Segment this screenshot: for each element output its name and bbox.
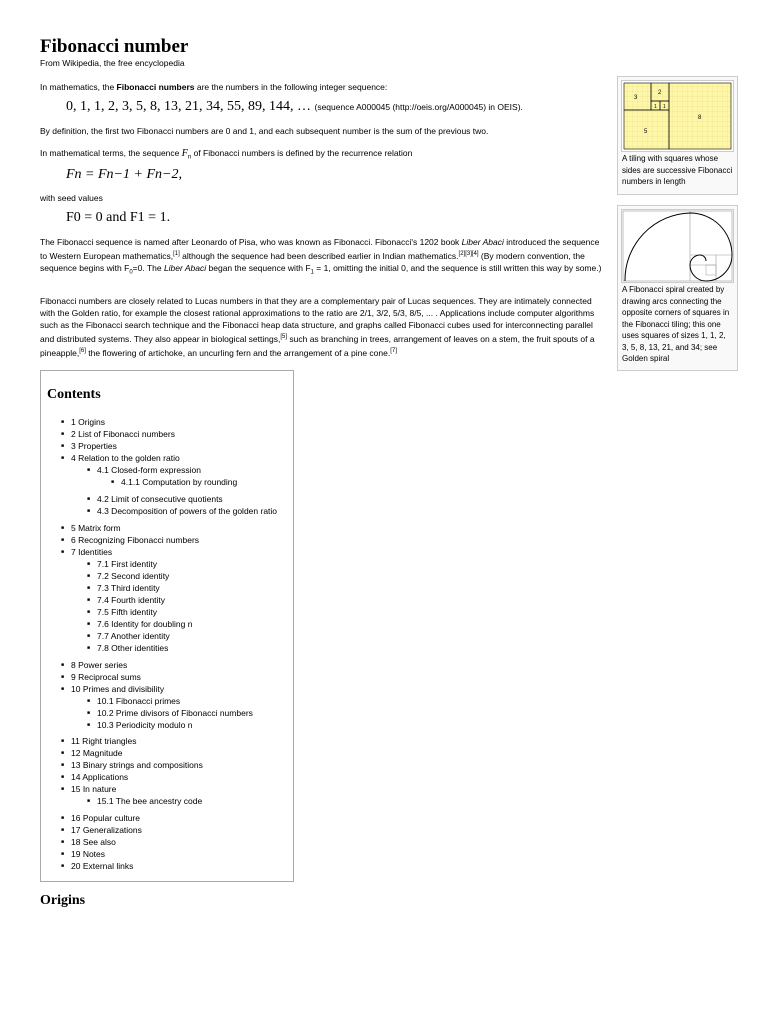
figure-spiral (617, 205, 738, 371)
p1-g: = 1, omitting the initial 0, and the sequence is still written this way by some.) (313, 262, 602, 273)
toc-item[interactable]: ■ 7.3 Third identity (97, 583, 160, 593)
figure-tiling (617, 76, 738, 195)
tiling-svg (622, 81, 733, 151)
toc-item[interactable]: ■ 12 Magnitude (71, 748, 123, 758)
toc-item[interactable]: ■ 7.4 Fourth identity (97, 595, 165, 605)
intro-post: are the numbers in the following integer sequence: (194, 82, 388, 92)
toc-item[interactable]: ■ 14 Applications (71, 772, 128, 782)
p2-c: the flowering of artichoke, an uncurling fern and the arrangement of a pine cone. (85, 347, 391, 358)
recurrence-intro (40, 147, 605, 164)
toc-item[interactable]: ■ 4.2 Limit of consecutive quotients (97, 494, 223, 504)
toc-item[interactable]: ■ 4.3 Decomposition of powers of the golden ratio (97, 506, 277, 516)
p1-b: introduced the sequence to Western European mathematics, (40, 237, 600, 261)
toc-item[interactable]: ■ 3 Properties (71, 441, 117, 451)
page-title: Fibonacci number (40, 36, 189, 57)
p2-a: Fibonacci numbers are closely related to Lucas numbers in that they are a complementary pair of Lucas sequences. They are intimately connected with the Golden ratio, for example the closest rational approximations to the ratio are 2/1, 3/2, 5/3, 8/5, ... . Applications include computer algorithms such as the Fibonacci search technique and the Fibonacci heap data structure, and graphs called Fibonacci cubes used for interconnecting parallel and distributed systems. They also appear in biological settings, (40, 296, 595, 344)
tile-label-2: 2 (658, 90, 662, 96)
toc-item[interactable]: ■ 16 Popular culture (71, 813, 140, 823)
tile-label-5: 5 (644, 129, 648, 135)
table-of-contents (40, 370, 294, 882)
p2-ref6[interactable]: [6] (79, 347, 86, 354)
recurrence-intro-post: of Fibonacci numbers is defined by the recurrence relation (191, 148, 413, 158)
toc-item[interactable]: ■ 7.2 Second identity (97, 571, 169, 581)
toc-item[interactable]: ■ 5 Matrix form (71, 523, 121, 533)
toc-item[interactable]: ■ 18 See also (71, 837, 116, 847)
toc-item[interactable]: ■ 7.6 Identity for doubling n (97, 619, 192, 629)
figure-spiral-caption: A Fibonacci spiral created by drawing arcs connecting the opposite corners of squares in the Fibonacci tiling; this one uses squares of sizes 1, 1, 2, 3, 5, 8, 13, 21, and 34; see Golden spiral (622, 285, 730, 363)
tiling-image[interactable] (621, 80, 734, 152)
toc-item[interactable]: ■ 10 Primes and divisibility (71, 684, 164, 694)
p1-e: =0. The (132, 262, 164, 273)
recurrence-var: F (181, 148, 188, 159)
toc-item[interactable]: ■ 17 Generalizations (71, 825, 142, 835)
history-paragraph (40, 236, 605, 279)
section-heading-origins: Origins (40, 893, 86, 908)
p1-liber2: Liber Abaci (163, 262, 207, 273)
tile-label-8: 8 (698, 115, 702, 121)
toc-item[interactable]: ■ 7.1 First identity (97, 559, 157, 569)
p1-ref1[interactable]: [1] (173, 251, 180, 257)
p1-f-sub: 1 (310, 269, 314, 276)
relations-paragraph (40, 295, 605, 359)
recurrence-formula: Fn = Fn−1 + Fn−2, (66, 167, 182, 182)
toc-item[interactable]: ■ 2 List of Fibonacci numbers (71, 429, 175, 439)
toc-item[interactable]: ■ 4.1.1 Computation by rounding (121, 477, 237, 487)
toc-item[interactable]: ■ 7.8 Other identities (97, 643, 168, 653)
tile-label-1a: 1 (654, 104, 657, 110)
p2-ref5[interactable]: [5] (280, 334, 288, 340)
p1-d-sub: 0 (129, 269, 133, 276)
p2-b: such as branching in trees, arrangement of leaves on a stem, the fruit spouts of a pineapple, (40, 333, 595, 358)
intro-pre: In mathematics, the (40, 82, 117, 92)
p1-f: began the sequence with F (206, 262, 311, 273)
sequence-formula (66, 99, 523, 115)
tile-label-3: 3 (634, 95, 638, 101)
p1-c: although the sequence had been described earlier in Indian mathematics. (179, 250, 459, 261)
toc-item[interactable]: ■ 15.1 The bee ancestry code (97, 796, 202, 806)
toc-item[interactable]: ■ 10.2 Prime divisors of Fibonacci numbers (97, 708, 253, 718)
toc-item[interactable]: ■ 9 Reciprocal sums (71, 672, 141, 682)
toc-item[interactable]: ■ 8 Power series (71, 660, 127, 670)
spiral-image[interactable] (621, 209, 734, 283)
toc-item[interactable]: ■ 15 In nature (71, 784, 116, 794)
toc-item[interactable]: ■ 20 External links (71, 861, 133, 871)
intro-paragraph (40, 81, 605, 93)
toc-item[interactable]: ■ 6 Recognizing Fibonacci numbers (71, 535, 199, 545)
toc-heading: Contents (47, 387, 101, 402)
spiral-svg (622, 210, 733, 282)
toc-item[interactable]: ■ 10.1 Fibonacci primes (97, 696, 180, 706)
sequence-values: 0, 1, 1, 2, 3, 5, 8, 13, 21, 34, 55, 89, 144, … (66, 99, 311, 114)
toc-item[interactable]: ■ 7.7 Another identity (97, 631, 170, 641)
toc-item[interactable]: ■ 1 Origins (71, 417, 105, 427)
tiling-grid (624, 83, 731, 149)
p1-d: (By modern convention, the sequence begins with F (40, 250, 585, 273)
toc-item[interactable]: ■ 4 Relation to the golden ratio (71, 453, 180, 463)
page-subtitle: From Wikipedia, the free encyclopedia (40, 58, 185, 68)
toc-item[interactable]: ■ 7 Identities (71, 547, 112, 557)
p1-a: The Fibonacci sequence is named after Leonardo of Pisa, who was known as Fibonacci. Fibonacci's 1202 book (40, 237, 462, 247)
p1-ref2[interactable]: [2][3][4] (458, 251, 479, 257)
toc-item[interactable]: ■ 10.3 Periodicity modulo n (97, 720, 192, 730)
tile-label-1b: 1 (663, 104, 666, 110)
figure-tiling-caption: A tiling with squares whose sides are successive Fibonacci numbers in length (622, 154, 733, 186)
toc-item[interactable]: ■ 11 Right triangles (71, 736, 137, 746)
recurrence-intro-pre: In mathematical terms, the sequence (40, 148, 182, 158)
sequence-reference[interactable]: (sequence A000045 (http://oeis.org/A000045) in OEIS). (314, 102, 523, 112)
seed-formula: F0 = 0 and F1 = 1. (66, 210, 171, 225)
toc-item[interactable]: ■ 4.1 Closed-form expression (97, 465, 201, 475)
p2-ref7[interactable]: [7] (390, 347, 397, 354)
toc-item[interactable]: ■ 7.5 Fifth identity (97, 607, 157, 617)
toc-item[interactable]: ■ 19 Notes (71, 849, 105, 859)
definition-paragraph: By definition, the first two Fibonacci numbers are 0 and 1, and each subsequent number is the sum of the previous two. (40, 126, 489, 136)
recurrence-var-sub: n (187, 154, 192, 161)
p1-liber: Liber Abaci (461, 237, 504, 247)
toc-item[interactable]: ■ 13 Binary strings and compositions (71, 760, 203, 770)
intro-bold: Fibonacci numbers (116, 82, 195, 92)
seed-text: with seed values (40, 193, 103, 203)
